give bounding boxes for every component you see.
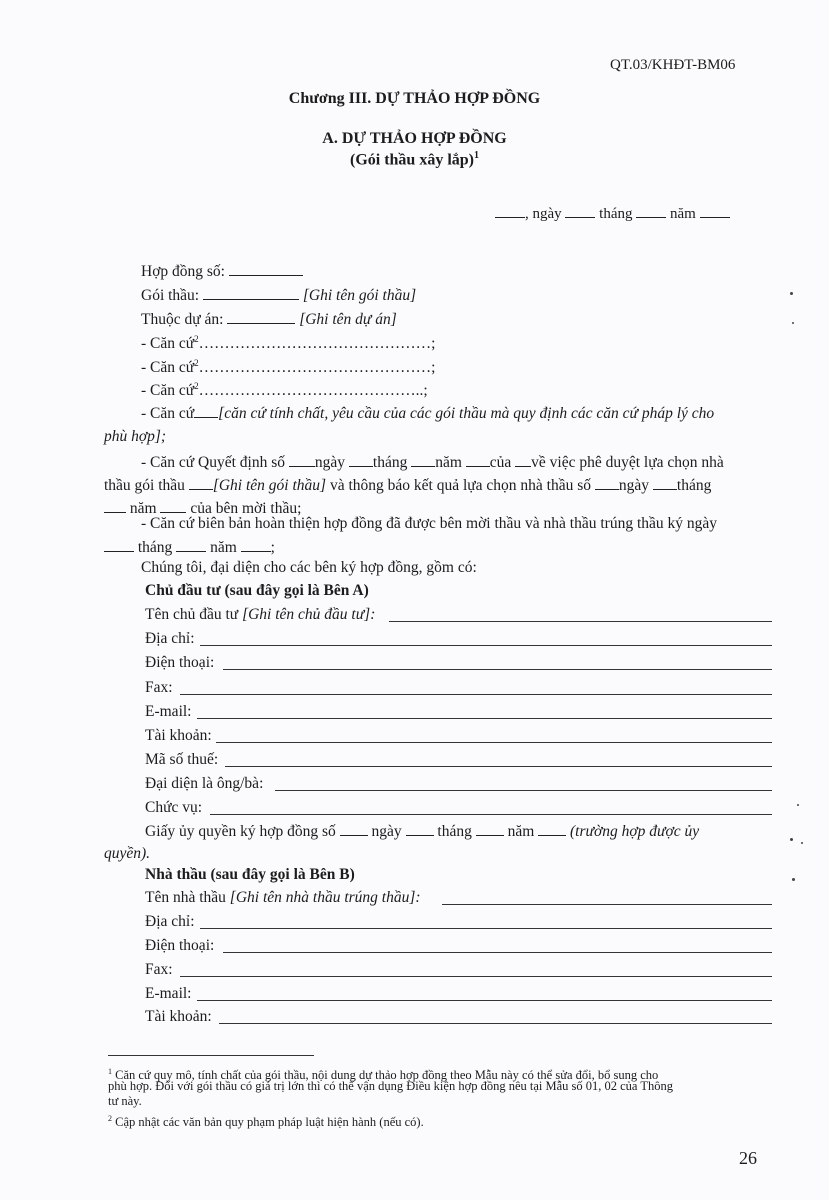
subtitle-text: (Gói thầu xây lắp) [349,151,474,169]
legal-basis-1 [141,334,435,353]
decision-thang: tháng [676,477,712,494]
scan-speck [792,878,795,881]
decision-ngay: ngày [314,454,346,471]
party-a-phone-fill [223,669,772,670]
blank [176,538,206,552]
authorization-label: Giấy ủy quyền ký hợp đồng số [145,823,336,840]
party-b-fax-fill [180,976,772,977]
party-a-position-label: Chức vụ: [145,799,203,816]
party-a-rep-label: Đại diện là ông/bà: [145,775,264,792]
contract-number-label: Hợp đồng số: [141,263,225,280]
legal-basis-4-line2 [104,428,166,446]
finalization-thang: tháng [137,539,173,556]
form-code: QT.03/KHĐT-BM06 [610,57,736,73]
party-a-name-label: Tên chủ đầu tư [145,606,239,623]
decision-ngay: ngày [618,477,650,494]
footnote-2 [108,1111,768,1130]
party-b-address-fill [200,928,772,929]
decision-text: về việc phê duyệt lựa chọn nhà [531,454,724,471]
date-ngay: , ngày [525,206,562,222]
party-a-name-line [145,606,375,624]
party-b-address-label: Địa chỉ: [145,913,195,930]
finalization-nam: năm [210,539,237,556]
party-a-email-fill [197,718,772,719]
party-b-phone-fill [223,952,772,953]
decision-label: - Căn cứ Quyết định số [141,454,286,471]
party-b-name-line [145,889,421,907]
authorization-hint-cont: quyền). [104,845,151,862]
legal-basis-4-line1 [141,404,714,423]
package-hint: [Ghi tên gói thầu] [302,287,417,304]
blank [340,822,368,836]
footnote-ref: 2 [194,381,199,391]
party-a-rep-fill [275,790,772,791]
decision-nam: năm [435,454,462,471]
date-nam: năm [670,206,696,222]
scan-speck [792,322,794,324]
party-b-account-fill [219,1023,772,1024]
page-number: 26 [739,1148,757,1168]
decision-cua: của [489,454,512,471]
legal-basis-label: - Căn cứ [141,359,195,377]
authorization-nam: năm [507,823,535,840]
contract-number-blank [229,262,303,276]
project-label: Thuộc dự án: [141,311,224,328]
party-a-account-fill [216,742,772,743]
party-b-phone-label: Điện thoại: [145,937,215,954]
party-b-email-label: E-mail: [145,985,192,1002]
footnote-ref: 2 [194,358,199,368]
footnote-1-line3: tư này. [108,1094,142,1108]
legal-basis-2 [141,358,435,377]
legal-basis-label: - Căn cứ [141,335,195,353]
party-a-fax-fill [180,694,772,695]
blank [349,453,373,467]
blank-year [700,204,730,218]
authorization-hint: (trường hợp được ủy [570,823,700,840]
party-a-phone-label: Điện thoại: [145,654,215,671]
section-title: A. DỰ THẢO HỢP ĐỒNG [322,130,507,147]
blank [406,822,434,836]
party-b-name-hint: [Ghi tên nhà thầu trúng thầu]: [229,889,421,906]
blank [104,538,134,552]
party-a-address-fill [200,645,772,646]
legal-basis-label: - Căn cứ [141,405,195,422]
date-thang: tháng [599,206,633,222]
blank [595,476,619,490]
legal-basis-hint: [căn cứ tính chất, yêu cầu của các gói thầu mà quy định các căn cứ pháp lý cho [218,405,715,422]
blank [476,822,504,836]
decision-thang: tháng [372,454,408,471]
footnote-ref: 1 [474,150,479,161]
decision-text: thầu gói thầu [104,477,185,494]
party-b-fax-label: Fax: [145,961,173,978]
scan-speck [790,292,793,295]
party-a-authorization-line [145,822,699,841]
authorization-ngay: ngày [371,823,402,840]
party-a-heading: Chủ đầu tư (sau đây gọi là Bên A) [145,582,369,599]
blank [241,538,271,552]
chapter-title: Chương III. DỰ THẢO HỢP ĐỒNG [288,90,541,107]
party-a-email-label: E-mail: [145,703,192,720]
scan-speck [801,842,803,844]
party-a-address-label: Địa chỉ: [145,630,195,647]
project-hint: [Ghi tên dự án] [299,311,397,328]
package-blank [203,286,299,300]
legal-basis-label: - Căn cứ [141,382,195,400]
scan-speck [790,838,793,841]
blank [538,822,566,836]
party-b-heading: Nhà thầu (sau đây gọi là Bên B) [145,866,355,883]
finalization-line2 [104,538,275,557]
footnote-separator [108,1055,314,1056]
blank-month [636,204,666,218]
blank [515,453,531,467]
party-a-account-label: Tài khoản: [145,727,212,744]
decision-line1 [141,453,724,472]
finalization-line1 [141,515,717,533]
package-line [141,286,416,305]
footnote-ref: 2 [194,334,199,344]
project-blank [227,310,295,324]
blank [466,453,490,467]
party-a-position-fill [210,814,772,815]
project-line [141,310,397,329]
blank [411,453,435,467]
footnote-mark: 1 [108,1067,112,1076]
decision-nam: năm [129,500,157,517]
blank [289,453,315,467]
party-b-account-label: Tài khoản: [145,1008,212,1025]
contract-number-line [141,262,303,281]
footnote-1-line2: phù hợp. Đối với gói thầu có giá trị lớn thì có thể vận dụng Điều kiện hợp đồng nêu tại Mẫu số 01, 02 của Thông [108,1079,674,1093]
finalization-end: ; [270,539,275,556]
blank-day [565,204,595,218]
section-subtitle [0,150,829,169]
blank [189,476,213,490]
footnote-text: Cập nhật các văn bản quy phạm pháp luật hiện hành (nếu có). [115,1115,424,1130]
legal-basis-blank [194,404,218,418]
date-line [495,204,730,223]
decision-text: của bên mời thầu; [190,500,302,517]
footnote-text: Căn cứ quy mô, tính chất của gói thầu, nội dung dự thảo hợp đồng theo Mẫu này có thể sửa đổi, bổ sung cho [115,1068,659,1083]
legal-basis-dots: ……………………………………..; [198,382,428,400]
scan-speck [797,804,799,806]
legal-basis-dots: ………………………………………; [198,359,436,377]
parties-intro: Chúng tôi, đại diện cho các bên ký hợp đồng, gồm có: [141,559,477,576]
package-label: Gói thầu: [141,287,200,304]
decision-text: và thông báo kết quả lựa chọn nhà thầu số [329,477,592,494]
party-a-name-fill [389,621,772,622]
decision-hint: [Ghi tên gói thầu] [212,477,327,494]
party-b-name-label: Tên nhà thầu [145,889,226,906]
party-a-name-hint: [Ghi tên chủ đầu tư]: [242,606,376,623]
blank-place [495,204,525,218]
finalization-text: - Căn cứ biên bản hoàn thiện hợp đồng đã được bên mời thầu và nhà thầu trúng thầu ký ngày [141,515,718,532]
party-b-name-fill [442,904,772,905]
party-a-tax-label: Mã số thuế: [145,751,219,768]
legal-basis-hint-cont: phù hợp]; [104,428,167,445]
party-b-email-fill [197,1000,772,1001]
legal-basis-3 [141,381,428,400]
party-a-authorization-cont [104,845,150,863]
legal-basis-dots: ………………………………………; [198,335,436,353]
footnote-mark: 2 [108,1114,112,1123]
blank [160,499,186,513]
party-a-tax-fill [225,766,772,767]
authorization-thang: tháng [437,823,472,840]
party-a-fax-label: Fax: [145,679,173,696]
decision-line2 [104,476,711,495]
blank [653,476,677,490]
blank [104,499,126,513]
